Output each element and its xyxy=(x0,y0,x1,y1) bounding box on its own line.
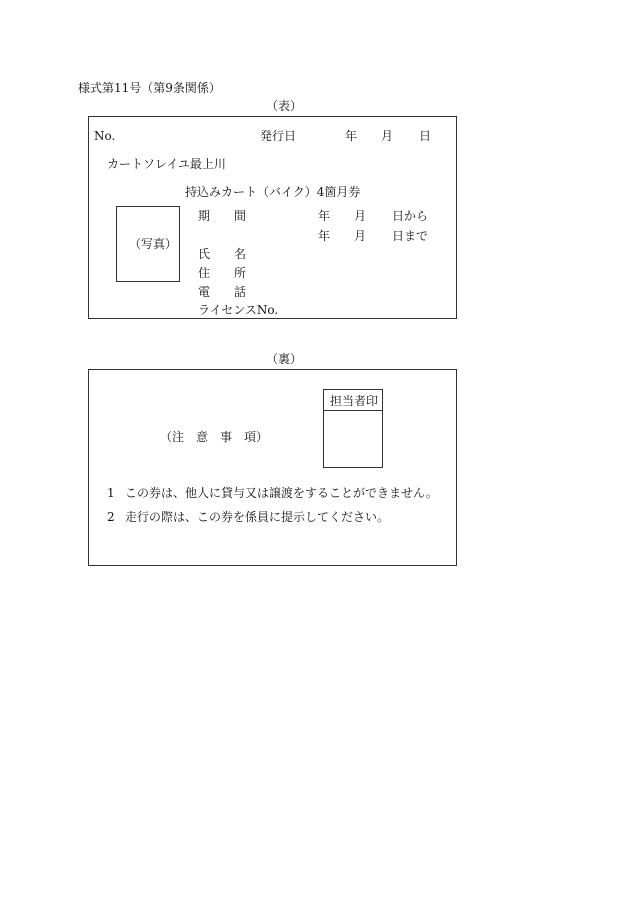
photo-box xyxy=(116,206,180,282)
front-heading: （表） xyxy=(266,99,303,113)
note-number: 2 xyxy=(107,510,115,524)
phone-label: 電 話 xyxy=(198,285,247,299)
period-to-year: 年 xyxy=(318,229,331,243)
stamp-divider xyxy=(324,410,382,411)
photo-label: （写真） xyxy=(129,237,178,251)
address-label: 住 所 xyxy=(198,266,247,280)
no-label: No. xyxy=(94,129,116,143)
period-to-day: 日まで xyxy=(392,229,429,243)
stamp-box xyxy=(323,389,383,468)
ticket-title: 持込みカート（バイク）4箇月券 xyxy=(185,185,361,199)
period-from-day: 日から xyxy=(392,209,429,223)
front-card xyxy=(88,116,457,319)
note-number: 1 xyxy=(107,486,115,500)
license-label: ライセンスNo. xyxy=(198,303,279,317)
back-heading: （裏） xyxy=(266,352,303,366)
note-text: この券は、他人に貸与又は譲渡をすることができません。 xyxy=(125,486,438,500)
period-from-year: 年 xyxy=(318,209,331,223)
period-from-month: 月 xyxy=(354,209,367,223)
issue-month-label: 月 xyxy=(381,129,394,143)
period-label: 期 間 xyxy=(198,209,247,223)
issue-day-label: 日 xyxy=(419,129,432,143)
stamp-label: 担当者印 xyxy=(330,394,379,408)
form-number: 様式第11号（第9条関係） xyxy=(78,81,221,95)
back-card xyxy=(88,369,457,566)
issue-date-label: 発行日 xyxy=(260,129,297,143)
note-text: 走行の際は、この券を係員に提示してください。 xyxy=(125,510,390,524)
venue-name: カートソレイユ最上川 xyxy=(107,157,226,171)
name-label: 氏 名 xyxy=(198,247,247,261)
notes-heading: （注 意 事 項） xyxy=(160,430,269,444)
issue-year-label: 年 xyxy=(345,129,358,143)
period-to-month: 月 xyxy=(354,229,367,243)
